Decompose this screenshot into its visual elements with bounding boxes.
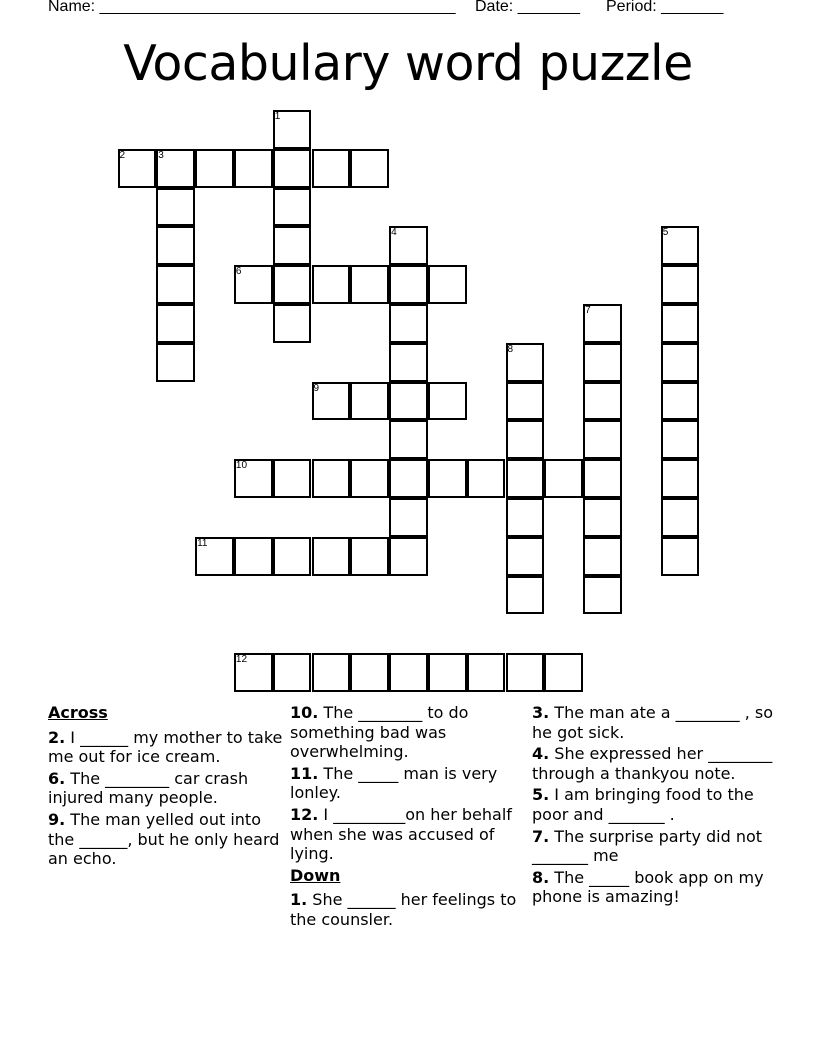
grid-cell[interactable] (583, 576, 622, 615)
grid-cell[interactable] (312, 149, 351, 188)
grid-cell[interactable] (389, 304, 428, 343)
grid-cell[interactable] (389, 343, 428, 382)
grid-cell[interactable] (661, 537, 700, 576)
clues-column-1 (48, 703, 288, 871)
grid-cell[interactable] (583, 343, 622, 382)
grid-cell[interactable] (156, 226, 195, 265)
grid-cell[interactable] (156, 304, 195, 343)
grid-cell[interactable] (350, 537, 389, 576)
grid-cell[interactable] (195, 149, 234, 188)
grid-cell[interactable] (506, 537, 545, 576)
period-field[interactable]: Period: _______ (606, 0, 724, 15)
grid-cell[interactable] (312, 459, 351, 498)
grid-cell[interactable] (506, 382, 545, 421)
grid-cell[interactable] (661, 265, 700, 304)
grid-cell[interactable] (389, 537, 428, 576)
grid-cell[interactable] (428, 265, 467, 304)
grid-cell[interactable] (467, 653, 506, 692)
grid-cell[interactable] (273, 537, 312, 576)
grid-cell[interactable] (350, 265, 389, 304)
grid-cell[interactable] (661, 343, 700, 382)
grid-cell[interactable] (350, 459, 389, 498)
clue-across-6: 6. The ________ car crash injured many people. (48, 768, 249, 808)
grid-cell[interactable] (428, 382, 467, 421)
grid-cell[interactable] (312, 265, 351, 304)
clue-down-7: 7. The surprise party did not _______ me (532, 826, 763, 866)
grid-cell[interactable] (583, 459, 622, 498)
clues-column-3 (532, 703, 778, 909)
clue-down-3: 3. The man ate a ________ , so he got sick. (532, 703, 774, 742)
grid-cell[interactable] (350, 382, 389, 421)
grid-cell[interactable] (583, 537, 622, 576)
grid-cell[interactable] (234, 537, 273, 576)
date-field[interactable]: Date: _______ (475, 0, 580, 15)
grid-cell[interactable] (506, 498, 545, 537)
grid-cell[interactable] (506, 576, 545, 615)
grid-cell[interactable] (583, 420, 622, 459)
grid-cell[interactable] (467, 459, 506, 498)
grid-cell[interactable] (389, 382, 428, 421)
clue-number: 6 (235, 266, 242, 278)
clue-number: 4 (391, 227, 397, 239)
clue-number: 12 (235, 654, 248, 666)
clue-across-9: 9. The man yelled out into the ______, but he only heard an echo. (48, 809, 280, 869)
name-field[interactable]: Name: ________________________________________ (48, 0, 456, 15)
grid-cell[interactable] (156, 188, 195, 227)
clue-across-10: 10. The ________ to do something bad was overwhelming. (290, 703, 469, 762)
grid-cell[interactable] (428, 653, 467, 692)
clue-number: 7 (585, 305, 591, 316)
clue-down-1: 1. She ______ her feelings to the counsler. (290, 890, 517, 929)
grid-cell[interactable] (661, 498, 700, 537)
across-heading: Across (48, 703, 108, 722)
grid-cell[interactable] (544, 653, 583, 692)
clue-across-11: 11. The _____ man is very lonley. (290, 763, 498, 803)
page-title: Vocabulary word puzzle (123, 35, 693, 92)
grid-cell[interactable] (544, 459, 583, 498)
grid-cell[interactable] (273, 653, 312, 692)
clues-column-2 (290, 703, 530, 932)
grid-cell[interactable] (389, 459, 428, 498)
grid-cell[interactable] (389, 420, 428, 459)
clue-number: 5 (662, 227, 669, 239)
clue-across-2: 2. I ______ my mother to take me out for ice cream. (48, 727, 283, 767)
grid-cell[interactable] (312, 537, 351, 576)
grid-cell[interactable] (661, 304, 700, 343)
grid-cell[interactable] (389, 265, 428, 304)
clue-number: 9 (313, 382, 320, 394)
clue-down-8: 8. The _____ book app on my phone is amazing! (532, 867, 764, 907)
down-heading: Down (290, 865, 341, 885)
grid-cell[interactable] (273, 188, 312, 227)
grid-cell[interactable] (156, 343, 195, 382)
grid-cell[interactable] (661, 382, 700, 421)
clue-number: 2 (119, 149, 126, 161)
clue-across-12: 12. I _________on her behalf when she was accused of lying. (290, 804, 512, 864)
clue-down-5: 5. I am bringing food to the poor and _______ . (532, 785, 754, 824)
clue-number: 11 (197, 537, 208, 549)
grid-cell[interactable] (389, 498, 428, 537)
grid-cell[interactable] (506, 420, 545, 459)
grid-cell[interactable] (661, 459, 700, 498)
grid-cell[interactable] (389, 653, 428, 692)
grid-cell[interactable] (156, 265, 195, 304)
grid-cell[interactable] (312, 653, 351, 692)
clue-number: 10 (235, 460, 248, 472)
grid-cell[interactable] (583, 498, 622, 537)
grid-cell[interactable] (273, 459, 312, 498)
grid-cell[interactable] (350, 653, 389, 692)
grid-cell[interactable] (661, 420, 700, 459)
clue-number: 8 (507, 343, 514, 355)
grid-cell[interactable] (350, 149, 389, 188)
grid-cell[interactable] (234, 149, 273, 188)
grid-cell[interactable] (273, 226, 312, 265)
grid-cell[interactable] (506, 459, 545, 498)
grid-cell[interactable] (428, 459, 467, 498)
grid-cell[interactable] (273, 149, 312, 188)
grid-cell[interactable] (583, 382, 622, 421)
clue-number: 3 (158, 149, 164, 161)
grid-cell[interactable] (506, 653, 545, 692)
clue-number: 1 (274, 111, 281, 122)
grid-cell[interactable] (273, 304, 312, 343)
clue-down-4: 4. She expressed her ________ through a thankyou note. (532, 744, 773, 783)
grid-cell[interactable] (273, 265, 312, 304)
